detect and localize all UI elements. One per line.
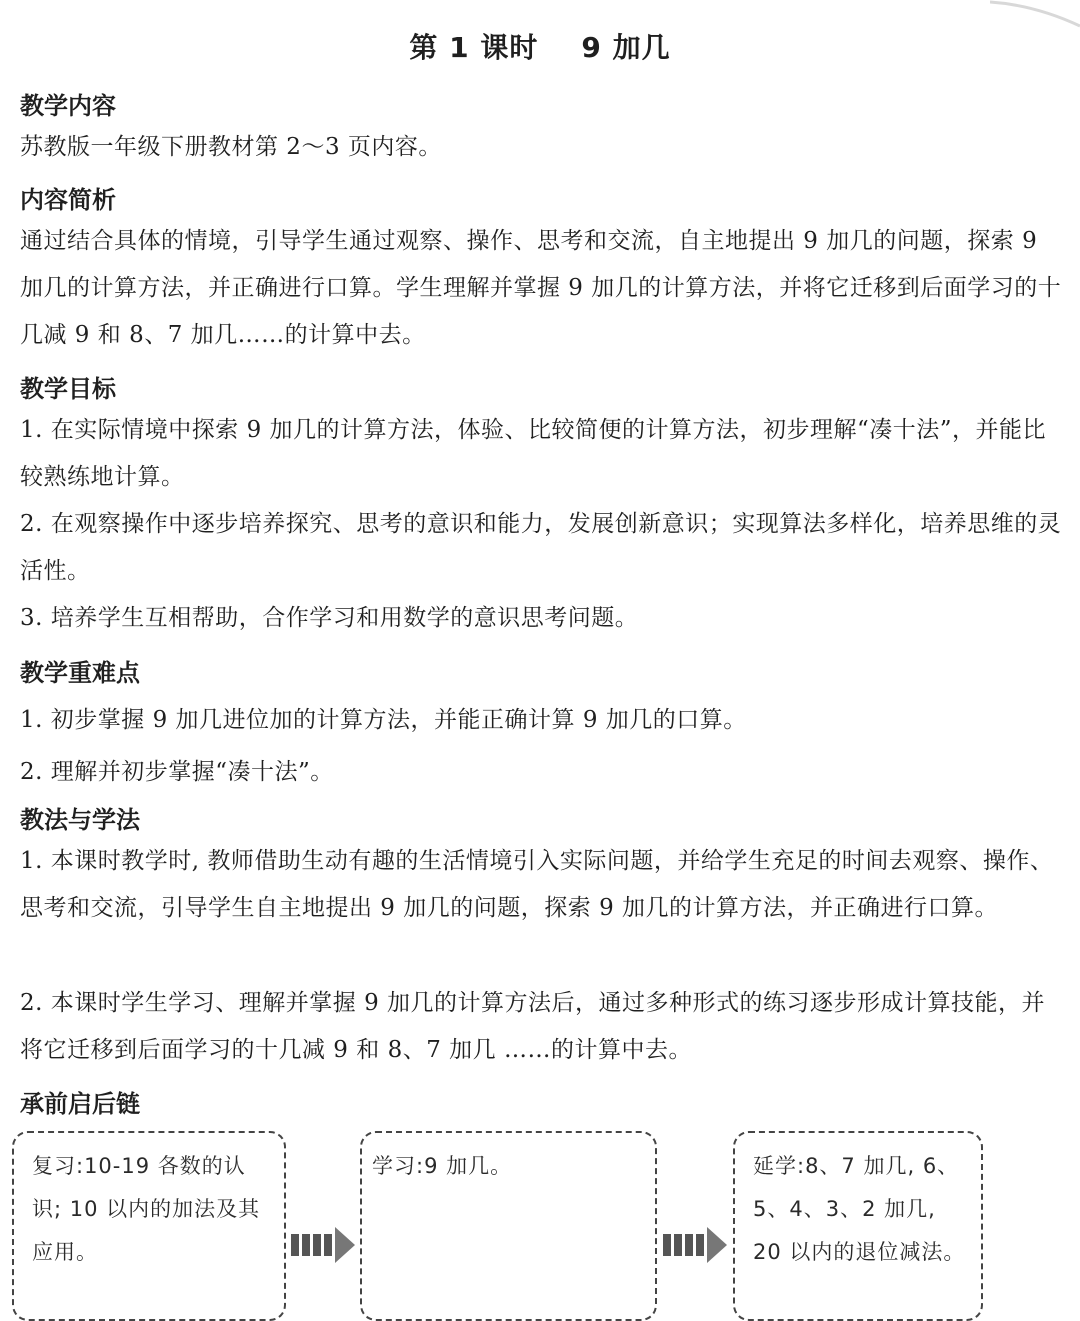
chain-box-learn bbox=[360, 1131, 657, 1321]
key-point-2: 2. 理解并初步掌握“凑十法”。 bbox=[20, 759, 334, 785]
chain-box-review-text: 复习:10-19 各数的认识; 10 以内的加法及其应用。 bbox=[32, 1154, 261, 1264]
heading-key-points: 教学重难点 bbox=[20, 659, 140, 687]
chain-box-extend bbox=[733, 1131, 983, 1321]
chain-box-learn-text: 学习:9 加几。 bbox=[372, 1154, 513, 1178]
method-item-2: 2. 本课时学生学习、理解并掌握 9 加几的计算方法后，通过多种形式的练习逐步形成计算技能，并将它迁移到后面学习的十几减 9 和 8、7 加几 ……的计算中去。 bbox=[20, 990, 1046, 1063]
heading-methods: 教法与学法 bbox=[20, 806, 140, 834]
method-item-1: 1. 本课时教学时, 教师借助生动有趣的生活情境引入实际问题，并给学生充足的时间去观察、操作、思考和交流，引导学生自主地提出 9 加几的问题，探索 9 加几的计算方法，并正确进行口算。 bbox=[20, 848, 1054, 921]
page-title: 第 1 课时 9 加几 bbox=[409, 31, 671, 64]
heading-chain: 承前启后链 bbox=[20, 1090, 140, 1118]
key-point-1: 1. 初步掌握 9 加几进位加的计算方法，并能正确计算 9 加几的口算。 bbox=[20, 707, 747, 733]
goal-item-2: 2. 在观察操作中逐步培养探究、思考的意识和能力，发展创新意识；实现算法多样化，培养思维的灵活性。 bbox=[20, 511, 1062, 584]
heading-teaching-content: 教学内容 bbox=[20, 92, 116, 120]
heading-content-analysis: 内容简析 bbox=[20, 186, 116, 214]
chain-box-review bbox=[12, 1131, 286, 1321]
content-analysis-text: 通过结合具体的情境，引导学生通过观察、操作、思考和交流，自主地提出 9 加几的问题，探索 9 加几的计算方法，并正确进行口算。学生理解并掌握 9 加几的计算方法，并将它迁移到后面学习的十几减 9 和 8、7 加几……的计算中去。 bbox=[20, 228, 1062, 348]
chain-box-extend-text: 延学:8、7 加几, 6、5、4、3、2 加几, 20 以内的退位减法。 bbox=[753, 1154, 966, 1264]
goal-item-3: 3. 培养学生互相帮助，合作学习和用数学的意识思考问题。 bbox=[20, 605, 639, 631]
teaching-content-text: 苏教版一年级下册教材第 2～3 页内容。 bbox=[20, 134, 442, 160]
goal-item-1: 1. 在实际情境中探索 9 加几的计算方法，体验、比较简便的计算方法，初步理解“凑十法”，并能比较熟练地计算。 bbox=[20, 417, 1047, 490]
arrow-right-icon bbox=[291, 1227, 357, 1263]
heading-teaching-goals: 教学目标 bbox=[20, 375, 116, 403]
arrow-right-icon bbox=[663, 1227, 729, 1263]
